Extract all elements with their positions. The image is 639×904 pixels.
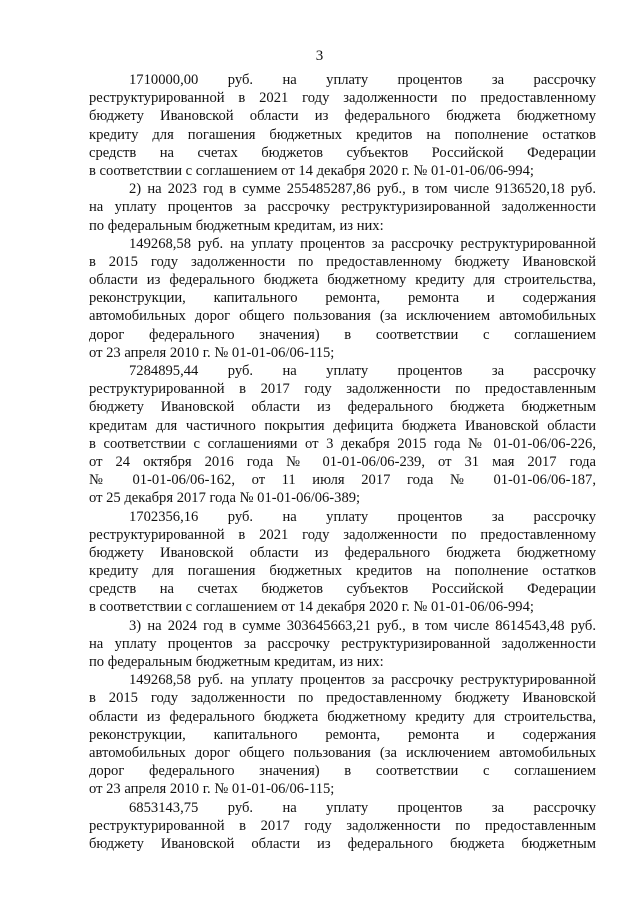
text-line: автомобильных дорог общего пользования (за исключением автомобильных bbox=[89, 308, 596, 325]
text-line: в соответствии с соглашением от 14 декабря 2020 г. № 01-01-06/06-994; bbox=[89, 599, 534, 616]
text-line: бюджету Ивановской области из федерального бюджета бюджетным bbox=[89, 835, 596, 852]
text-line: реструктурированной в 2021 году задолженности по предоставленному bbox=[89, 90, 596, 107]
text-line: средств на счетах бюджетов субъектов Российской Федерации bbox=[89, 581, 596, 598]
text-line: по федеральным бюджетным кредитам, из них: bbox=[89, 217, 384, 234]
text-line: на уплату процентов за рассрочку реструктуризированной задолженности bbox=[89, 635, 596, 652]
text-line: № 01-01-06/06-162, от 11 июля 2017 года № 01-01-06/06-187, bbox=[89, 472, 596, 489]
text-line: реконструкции, капитального ремонта, ремонта и содержания bbox=[89, 290, 596, 307]
text-line: реструктурированной в 2017 году задолженности по предоставленным bbox=[89, 381, 596, 398]
text-line: 149268,58 руб. на уплату процентов за рассрочку реструктурированной bbox=[129, 672, 596, 689]
text-line: в соответствии с соглашением от 14 декабря 2020 г. № 01-01-06/06-994; bbox=[89, 162, 534, 179]
text-line: дорог федерального значения) в соответствии с соглашением bbox=[89, 326, 596, 343]
text-line: средств на счетах бюджетов субъектов Российской Федерации bbox=[89, 144, 596, 161]
text-line: от 23 апреля 2010 г. № 01-01-06/06-115; bbox=[89, 781, 335, 798]
text-line: 7284895,44 руб. на уплату процентов за рассрочку bbox=[129, 363, 596, 379]
text-line: от 23 апреля 2010 г. № 01-01-06/06-115; bbox=[89, 344, 335, 361]
text-line: бюджету Ивановской области из федерального бюджета бюджетному bbox=[89, 544, 596, 561]
text-line: 1702356,16 руб. на уплату процентов за рассрочку bbox=[129, 508, 596, 525]
text-line: реструктурированной в 2021 году задолженности по предоставленному bbox=[89, 526, 596, 543]
text-line: реконструкции, капитального ремонта, ремонта и содержания bbox=[89, 726, 596, 743]
text-line: бюджету Ивановской области из федерального бюджета бюджетному bbox=[89, 108, 596, 125]
text-line: от 25 декабря 2017 года № 01-01-06/06-389; bbox=[89, 490, 361, 507]
text-line: на уплату процентов за рассрочку реструктуризированной задолженности bbox=[89, 199, 596, 216]
document-body bbox=[89, 71, 596, 853]
text-line: в соответствии с соглашениями от 3 декабря 2015 года № 01-01-06/06-226, bbox=[89, 435, 596, 452]
text-line: бюджету Ивановской области из федерального бюджета бюджетным bbox=[89, 399, 596, 416]
text-line: кредитам для частичного покрытия дефицита бюджета Ивановской области bbox=[89, 417, 596, 434]
text-line: области из федерального бюджета бюджетному кредиту для строительства, bbox=[89, 272, 596, 289]
page-number: 3 bbox=[315, 48, 324, 64]
text-line: 1710000,00 руб. на уплату процентов за рассрочку bbox=[129, 72, 596, 88]
text-line: реструктурированной в 2017 году задолженности по предоставленным bbox=[89, 817, 596, 834]
text-line: от 24 октября 2016 года № 01-01-06/06-239, от 31 мая 2017 года bbox=[89, 453, 596, 470]
text-line: 149268,58 руб. на уплату процентов за рассрочку реструктурированной bbox=[129, 235, 596, 252]
text-line: в 2015 году задолженности по предоставленному бюджету Ивановской bbox=[89, 690, 596, 707]
text-line: в 2015 году задолженности по предоставленному бюджету Ивановской bbox=[89, 253, 596, 270]
text-line: 2) на 2023 год в сумме 255485287,86 руб., в том числе 9136520,18 руб. bbox=[129, 181, 596, 198]
text-line: 6853143,75 руб. на уплату процентов за рассрочку bbox=[129, 799, 596, 816]
text-line: кредиту для погашения бюджетных кредитов на пополнение остатков bbox=[89, 126, 596, 143]
text-line: по федеральным бюджетным кредитам, из них: bbox=[89, 654, 384, 670]
text-line: 3) на 2024 год в сумме 303645663,21 руб., в том числе 8614543,48 руб. bbox=[129, 617, 596, 634]
text-line: области из федерального бюджета бюджетному кредиту для строительства, bbox=[89, 708, 596, 725]
text-line: автомобильных дорог общего пользования (за исключением автомобильных bbox=[89, 744, 596, 761]
text-line: кредиту для погашения бюджетных кредитов на пополнение остатков bbox=[89, 563, 596, 580]
text-line: дорог федерального значения) в соответствии с соглашением bbox=[89, 763, 596, 780]
